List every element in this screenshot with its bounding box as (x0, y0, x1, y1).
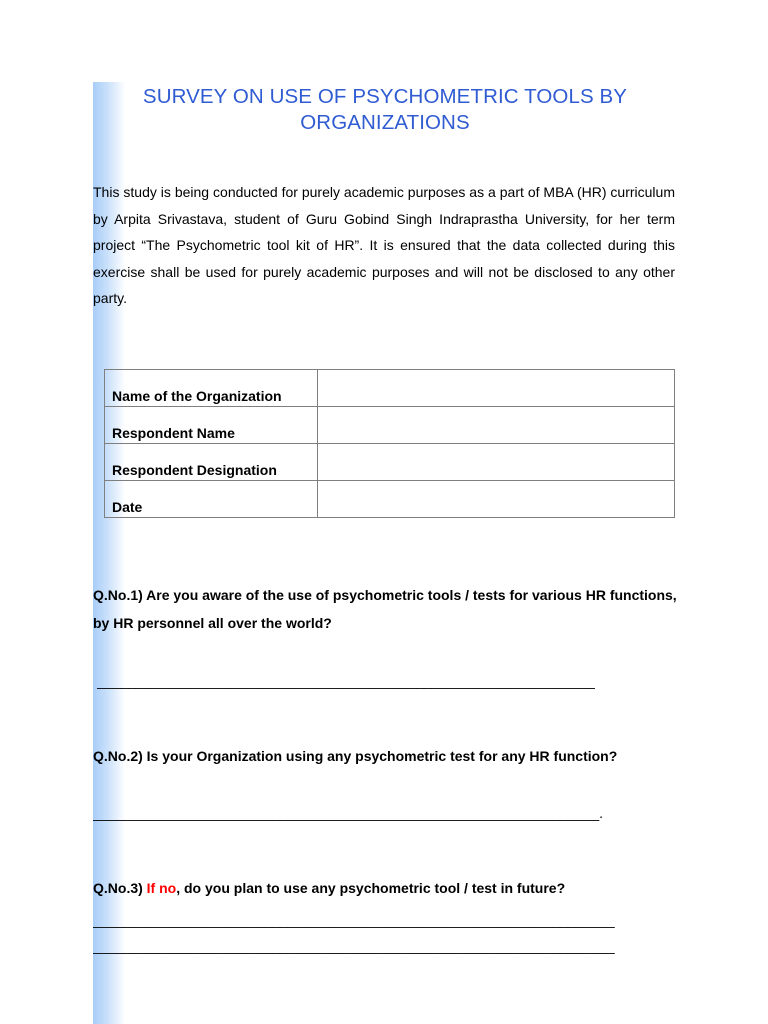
date-label: Date (105, 481, 318, 518)
page-title: SURVEY ON USE OF PSYCHOMETRIC TOOLS BY ORGANIZATIONS (142, 85, 628, 134)
question-3-text: , do you plan to use any psychometric tool / test in future? (176, 880, 566, 896)
organization-name-field[interactable] (318, 370, 675, 407)
question-3 (93, 874, 683, 902)
table-row (105, 481, 675, 518)
respondent-designation-field[interactable] (318, 444, 675, 481)
respondent-info-table (104, 369, 675, 518)
intro-paragraph: This study is being conducted for purely academic purposes as a part of MBA (HR) curriculum by Arpita Srivastava, student of Guru Gobind Singh Indraprastha University, for her term project “The Psychometric tool kit of HR”. It is ensured that the data collected during this exercise shall be used for purely academic purposes and will not be disclosed to any other party. (93, 184, 675, 306)
question-1: Q.No.1) Are you aware of the use of psychometric tools / tests for various HR functions, by HR personnel all over the world? (93, 587, 677, 631)
question-3-prefix: Q.No.3) (93, 880, 147, 896)
respondent-designation-label: Respondent Designation (105, 444, 318, 481)
date-field[interactable] (318, 481, 675, 518)
table-row (105, 370, 675, 407)
question-2: Q.No.2) Is your Organization using any psychometric test for any HR function? (93, 748, 618, 764)
table-row (105, 444, 675, 481)
answer-line-q2[interactable]: _________________________________________________________________. (93, 805, 603, 821)
respondent-name-field[interactable] (318, 407, 675, 444)
answer-line-q3-2[interactable]: ___________________________________________________________________ (93, 938, 615, 954)
answer-line-q3-1[interactable]: ___________________________________________________________________ (93, 912, 615, 928)
respondent-name-label: Respondent Name (105, 407, 318, 444)
question-3-condition: If no (146, 880, 177, 896)
organization-name-label: Name of the Organization (105, 370, 318, 407)
answer-line-q1[interactable]: ________________________________________________________________ (97, 673, 596, 689)
table-row (105, 407, 675, 444)
